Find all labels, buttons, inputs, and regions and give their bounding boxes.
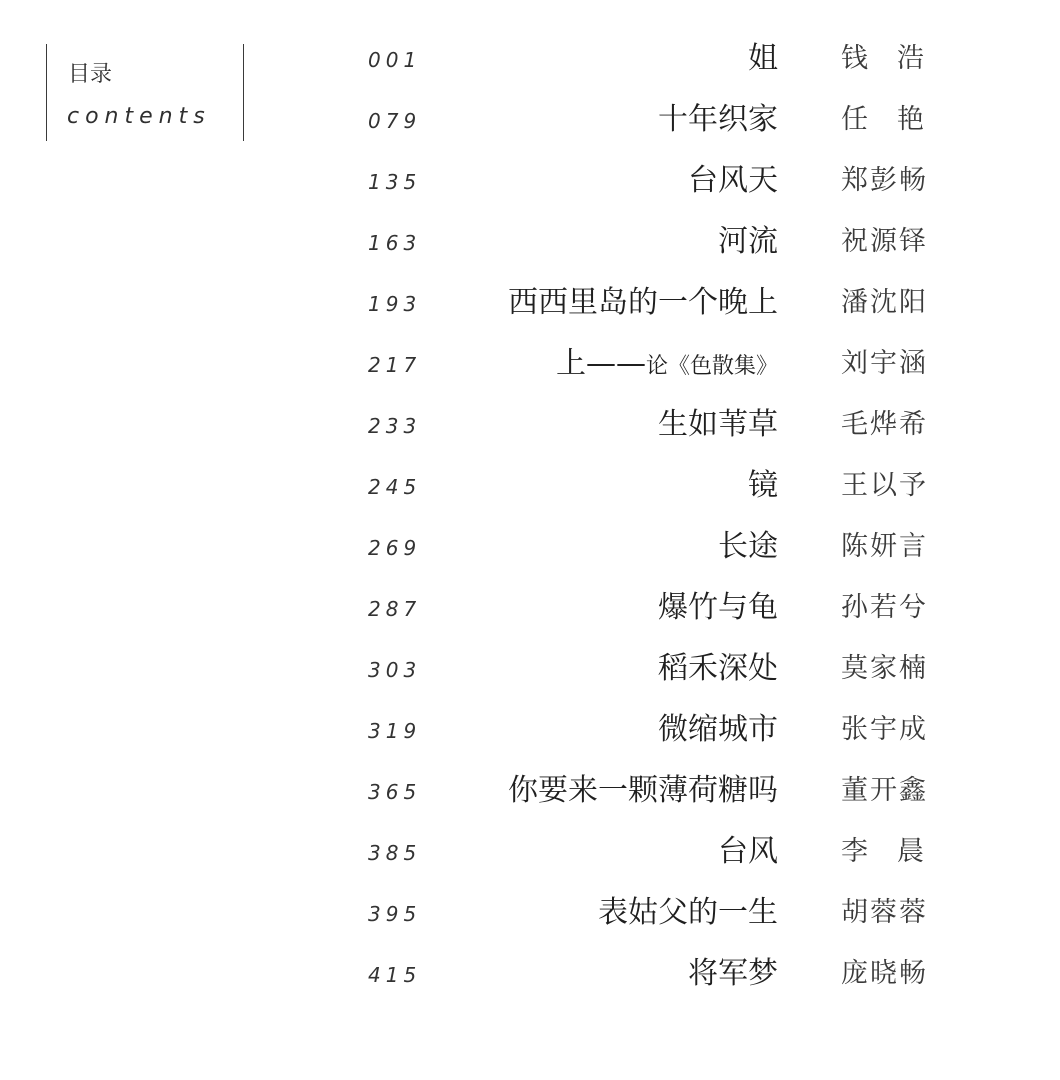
toc-entry[interactable] bbox=[0, 823, 1060, 883]
page-number: 135 bbox=[368, 170, 422, 194]
entry-title: 十年织家 bbox=[658, 102, 778, 137]
entry-author: 祝源铎 bbox=[841, 226, 928, 257]
contents-heading-en: contents bbox=[67, 104, 211, 129]
page-number: 287 bbox=[368, 597, 422, 621]
page-number: 079 bbox=[368, 109, 422, 133]
entry-title: 你要来一颗薄荷糖吗 bbox=[508, 773, 778, 808]
entry-title bbox=[555, 346, 778, 381]
entry-author: 庞晓畅 bbox=[841, 958, 928, 989]
toc-entry[interactable] bbox=[0, 945, 1060, 1005]
page-number: 269 bbox=[368, 536, 422, 560]
entry-title: 河流 bbox=[718, 224, 778, 259]
entry-title: 台风 bbox=[718, 834, 778, 869]
entry-author: 王以予 bbox=[841, 470, 928, 501]
entry-author: 胡蓉蓉 bbox=[841, 897, 928, 928]
page-number: 233 bbox=[368, 414, 422, 438]
entry-title: 稻禾深处 bbox=[658, 651, 778, 686]
page-number: 365 bbox=[368, 780, 422, 804]
toc-entry[interactable] bbox=[0, 335, 1060, 395]
entry-title: 表姑父的一生 bbox=[598, 895, 778, 930]
page-number: 193 bbox=[368, 292, 422, 316]
page-number: 245 bbox=[368, 475, 422, 499]
entry-author: 任艳 bbox=[841, 104, 953, 135]
toc-entry[interactable] bbox=[0, 884, 1060, 944]
entry-author: 李晨 bbox=[841, 836, 953, 867]
entry-author: 钱浩 bbox=[841, 43, 953, 74]
toc-entry[interactable] bbox=[0, 274, 1060, 334]
entry-title-sub: 论《色散集》 bbox=[645, 354, 778, 379]
toc-entry[interactable] bbox=[0, 762, 1060, 822]
entry-title: 台风天 bbox=[688, 163, 778, 198]
toc-entry[interactable] bbox=[0, 152, 1060, 212]
entry-author: 郑彭畅 bbox=[841, 165, 928, 196]
entry-title: 将军梦 bbox=[688, 956, 778, 991]
toc-entry[interactable] bbox=[0, 579, 1060, 639]
entry-title: 姐 bbox=[748, 41, 778, 76]
entry-author: 毛烨希 bbox=[841, 409, 928, 440]
toc-entry[interactable] bbox=[0, 518, 1060, 578]
entry-title: 镜 bbox=[748, 468, 778, 503]
contents-heading-cn: 目录 bbox=[68, 62, 113, 87]
entry-author: 陈妍言 bbox=[841, 531, 928, 562]
entry-author: 孙若兮 bbox=[841, 592, 928, 623]
page-number: 319 bbox=[368, 719, 422, 743]
entry-title: 西西里岛的一个晚上 bbox=[508, 285, 778, 320]
toc-entry[interactable] bbox=[0, 396, 1060, 456]
page-number: 415 bbox=[368, 963, 422, 987]
entry-author: 张宇成 bbox=[841, 714, 928, 745]
page-number: 001 bbox=[368, 48, 422, 72]
toc-entry[interactable] bbox=[0, 457, 1060, 517]
toc-entry[interactable] bbox=[0, 91, 1060, 151]
page-number: 217 bbox=[368, 353, 422, 377]
page-number: 385 bbox=[368, 841, 422, 865]
toc-entry[interactable] bbox=[0, 640, 1060, 700]
entry-author: 莫家楠 bbox=[841, 653, 928, 684]
entry-title-main: 上—— bbox=[555, 346, 646, 381]
page-number: 395 bbox=[368, 902, 422, 926]
entry-author: 刘宇涵 bbox=[841, 348, 928, 379]
entry-title: 生如苇草 bbox=[658, 407, 778, 442]
entry-author: 董开鑫 bbox=[841, 775, 928, 806]
page-number: 303 bbox=[368, 658, 422, 682]
toc-entry[interactable] bbox=[0, 701, 1060, 761]
toc-entry[interactable] bbox=[0, 30, 1060, 90]
toc-entry[interactable] bbox=[0, 213, 1060, 273]
entry-author: 潘沈阳 bbox=[841, 287, 928, 318]
entry-title: 长途 bbox=[718, 529, 778, 564]
entry-title: 微缩城市 bbox=[658, 712, 778, 747]
entry-title: 爆竹与龟 bbox=[658, 590, 778, 625]
page-number: 163 bbox=[368, 231, 422, 255]
